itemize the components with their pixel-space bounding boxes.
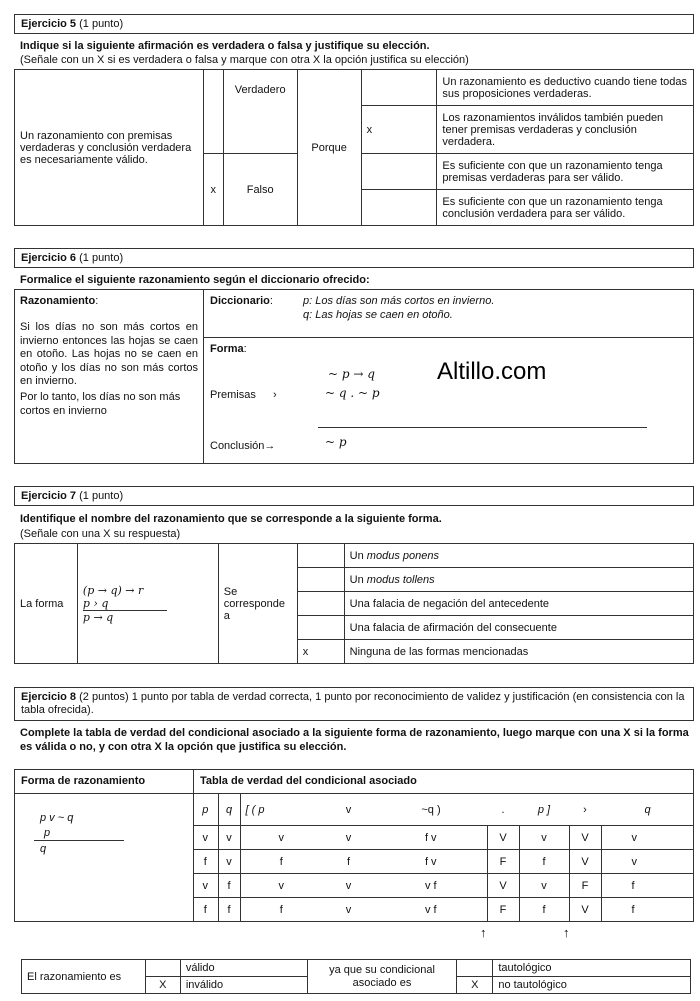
ej8-points: (2 puntos) [79,691,129,703]
ej6-conclusion-line [318,427,647,428]
ej5-true-mark[interactable] [203,70,223,154]
ej6-dict-q: q: Las hojas se caen en otoño. [303,309,453,321]
ej5-option-text: Los razonamientos inválidos también pueden tener premisas verdaderas y conclusión verdadera. [437,106,694,154]
ej8-title: Ejercicio 8 [21,691,77,703]
ej8-result-label: El razonamiento es [22,960,146,994]
ej8-col-header: p ] [519,794,569,826]
ej7-form-cell [77,544,218,664]
ej8-invalid-mark[interactable]: X [145,977,180,994]
ej7-title: Ejercicio 7 [21,490,77,502]
ej5-because: Porque [297,70,361,226]
ej5-false-mark[interactable]: x [203,154,223,226]
ej6-reasoning-text2: Por lo tanto, los días no son más cortos en invierno [20,391,181,417]
ej8-valid-mark[interactable] [145,960,180,977]
ej8-cell[interactable]: f [193,898,218,922]
ej7-line-2: p › q [82,596,109,610]
ej8-cell[interactable]: f [519,898,569,922]
ej8-col-header: q [601,794,694,826]
ej8-result-table [21,959,691,994]
ej8-cell[interactable]: v f [375,898,487,922]
ej7-option-pre: Un [349,549,367,562]
ej6-conclusion: ~ p [325,435,347,449]
ej8-cell[interactable]: v [240,826,322,850]
ej7-header [14,486,694,506]
ej8-cell[interactable]: v [519,874,569,898]
ej8-col-header-row [193,794,694,826]
ej8-col-header: [ ( p [240,794,322,826]
ej8-col-header: ~q ) [375,794,487,826]
ej8-cell[interactable]: F [487,898,519,922]
ej7-option-mark[interactable] [297,616,344,640]
ej6-premise-2: ~ q . ~ p [325,386,380,400]
ej8-arrow-up-icon: ↑ [480,925,487,940]
ej6-watermark: Altillo.com [437,358,547,385]
ej7-instruction: Identifique el nombre del razonamiento que se corresponde a la siguiente forma. [20,513,442,525]
ej7-option: Una falacia de negación del antecedente [344,592,693,616]
ej8-col-header: . [487,794,519,826]
ej7-option-em: modus ponens [366,549,439,562]
ej8-table-row [193,826,694,850]
ej8-cell[interactable]: f [193,850,218,874]
ej7-option: Una falacia de afirmación del consecuente [344,616,693,640]
ej5-option-mark[interactable]: x [361,106,437,154]
ej8-col-header: › [569,794,601,826]
ej5-header [14,14,694,34]
ej7-line-3: p → q [82,610,114,624]
ej8-cell[interactable]: f [218,898,240,922]
ej6-header [14,248,694,268]
ej6-premise-1: ~ p → q [328,367,375,381]
ej8-form-line [34,840,124,841]
ej8-cell[interactable]: V [569,826,601,850]
ej8-cell[interactable]: V [569,850,601,874]
ej8-form-3: q [40,843,47,855]
ej6-reasoning-colon: : [95,295,99,307]
ej8-table-header: Tabla de verdad del condicional asociado [200,775,417,787]
ej8-cell[interactable]: V [487,874,519,898]
ej5-option-text: Un razonamiento es deductivo cuando tiene todas sus proposiciones verdaderas. [437,70,694,106]
ej8-cell[interactable]: f [322,850,375,874]
ej8-cell[interactable]: F [569,874,601,898]
ej5-option-text: Es suficiente con que un razonamiento tenga conclusión verdadera para ser válido. [437,190,694,226]
ej7-line-1: (p → q) → r [82,583,144,597]
ej5-false-label: Falso [223,154,297,226]
ej7-option-em: modus tollens [366,573,435,586]
ej8-cell[interactable]: v [601,826,694,850]
ej8-table-row [193,850,694,874]
ej8-cell[interactable]: f [519,850,569,874]
ej8-table-row [193,874,694,898]
ej7-table [14,543,694,664]
ej7-option [344,568,693,592]
ej8-arrow-up-icon: ↑ [563,925,570,940]
ej8-cell[interactable]: v [322,826,375,850]
ej8-form-1: p v ~ q [40,812,74,824]
ej8-cell[interactable]: v [218,826,240,850]
ej8-col-header: p [193,794,218,826]
ej7-form-label: La forma [15,544,78,664]
ej8-form-2: p [44,827,51,839]
ej6-reasoning-text: Si los días no son más cortos en invierno entonces las hojas se caen en otoño. Las hojas no se caen en otoño y los días no son más cortos en invierno. [20,321,198,387]
ej7-corresponds: Se corresponde a [218,544,297,664]
ej8-nontaut-label: no tautológico [493,977,691,994]
ej8-cell[interactable]: f [240,898,322,922]
ej8-cell[interactable]: v [218,850,240,874]
ej7-option-mark[interactable] [297,544,344,568]
ej8-form-header: Forma de razonamiento [21,775,146,787]
ej8-cell[interactable]: f [218,874,240,898]
ej6-title: Ejercicio 6 [21,252,77,264]
ej5-instruction: Indique si la siguiente afirmación es verdadera o falsa y justifique su elección. [20,40,430,52]
ej6-form-heading [210,343,247,355]
ej8-header [14,687,694,721]
ej8-cell[interactable]: f v [375,850,487,874]
ej8-cell[interactable]: v f [375,874,487,898]
ej6-conclusion-label: Conclusión→ [210,440,276,452]
ej6-dict-colon: : [269,295,273,307]
ej6-dict-label: Diccionario [210,295,270,307]
ej8-points-detail: 1 punto por tabla de verdad correcta, 1 punto por reconocimiento de validez y justificación (en consistencia con la tabla ofrecida). [21,691,685,716]
ej6-form-colon: : [243,343,247,355]
ej5-option-text: Es suficiente con que un razonamiento tenga premisas verdaderas para ser válido. [437,154,694,190]
ej8-taut-label: tautológico [493,960,691,977]
ej6-dict-p: p: Los días son más cortos en invierno. [303,295,495,307]
ej6-points: (1 punto) [79,252,124,264]
ej8-cell[interactable]: v [601,850,694,874]
ej5-option-mark[interactable] [361,70,437,106]
ej5-table [14,69,694,226]
ej8-instruction: Complete la tabla de verdad del condicional asociado a la siguiente forma de razonamiento, luego marque con una X si la forma es válida o no, y con otra X la opción que justifica su elección. [20,727,689,753]
ej8-col-header: q [218,794,240,826]
ej8-cell[interactable]: F [487,850,519,874]
ej8-cell[interactable]: v [519,826,569,850]
ej6-divider [203,289,204,464]
ej8-valid-label: válido [180,960,307,977]
ej6-instruction: Formalice el siguiente razonamiento según el diccionario ofrecido: [20,274,370,286]
ej6-divider-h [203,337,694,338]
ej8-col-header: v [322,794,375,826]
ej7-option-mark[interactable] [297,568,344,592]
ej7-note: (Señale con una X su respuesta) [20,528,181,540]
ej8-cell[interactable]: v [322,874,375,898]
ej6-reasoning-heading [20,295,98,307]
ej5-statement: Un razonamiento con premisas verdaderas y conclusión verdadera es necesariamente válido. [15,70,204,226]
ej8-nontaut-mark[interactable]: X [457,977,493,994]
ej8-cell[interactable]: v [193,874,218,898]
ej5-points: (1 punto) [79,18,124,30]
ej7-option-mark[interactable] [297,592,344,616]
ej8-taut-mark[interactable] [457,960,493,977]
ej5-title: Ejercicio 5 [21,18,77,30]
ej8-truth-table [193,793,694,922]
ej5-note: (Señale con un X si es verdadera o falsa y marque con otra X la opción justifica su elección) [20,54,469,66]
ej8-because: ya que su condicional asociado es [307,960,457,994]
ej7-option-mark[interactable]: x [297,640,344,664]
ej6-form-label: Forma [210,343,244,355]
ej8-cell[interactable]: v [240,874,322,898]
ej5-true-label: Verdadero [223,70,297,154]
ej6-reasoning-label: Razonamiento [20,295,96,307]
ej8-cell[interactable]: V [487,826,519,850]
ej8-cell[interactable]: f [601,874,694,898]
ej6-premisas-label: Premisas [210,389,256,401]
ej8-table-row [193,898,694,922]
ej7-points: (1 punto) [79,490,124,502]
ej5-option-mark[interactable] [361,190,437,226]
ej8-invalid-label: inválido [180,977,307,994]
ej8-cell[interactable]: v [322,898,375,922]
ej8-cell[interactable]: f v [375,826,487,850]
ej5-option-mark[interactable] [361,154,437,190]
ej6-premisas-arrow: › [273,389,277,401]
ej7-option [344,544,693,568]
ej8-cell[interactable]: f [240,850,322,874]
ej8-cell[interactable]: f [601,898,694,922]
ej7-option: Ninguna de las formas mencionadas [344,640,693,664]
ej8-cell[interactable]: v [193,826,218,850]
ej6-dict-heading [210,295,273,307]
ej8-cell[interactable]: V [569,898,601,922]
ej7-option-pre: Un [349,573,367,586]
